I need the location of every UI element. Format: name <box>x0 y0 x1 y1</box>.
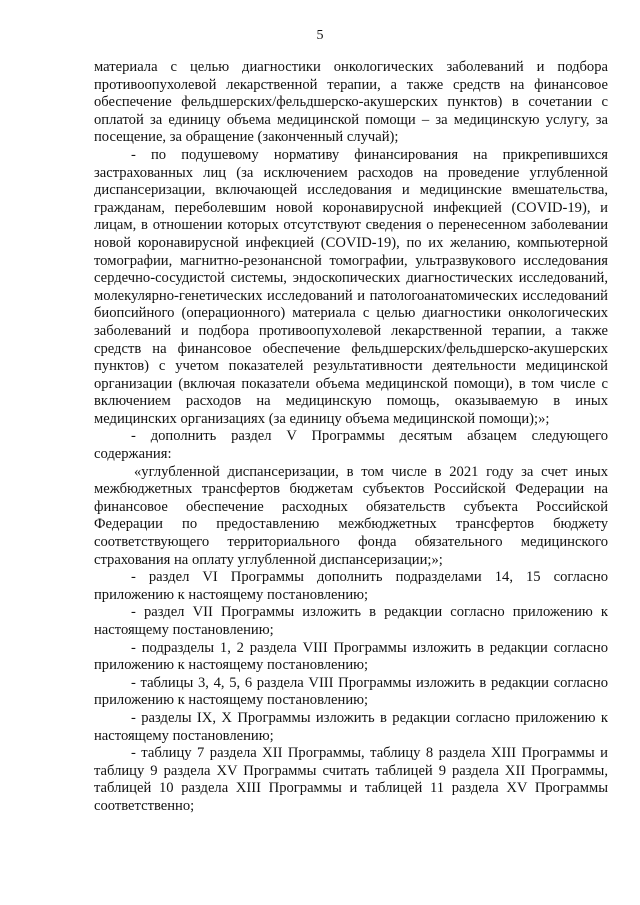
document-body <box>94 59 608 816</box>
paragraph-amend-section-v: - дополнить раздел V Программы десятым абзацем следующего содержания: <box>94 428 608 463</box>
paragraph-capitation-norm: - по подушевому нормативу финансирования на прикрепившихся застрахованных лиц (за исключением расходов на проведение углубленной диспансеризации, включающей исследования и медицинские вмешательства, гражданам, переболевшим новой коронавирусной инфекцией (COVID-19), и лицам, в отношении которых отсутствуют сведения о перенесенном заболевании новой коронавирусной инфекцией (COVID-19), по их желанию, компьютерной томографии, магнитно-резонансной томографии, ультразвукового исследования сердечно-сосудистой системы, эндоскопических диагностических исследований, молекулярно-генетических исследований и патологоанатомических исследований биопсийного (операционного) материала с целью диагностики онкологических заболеваний и подбора противоопухолевой лекарственной терапии, а также средств на финансовое обеспечение фельдшерских/фельдшерско-акушерских пунктов) с учетом показателей результативности деятельности медицинской организации (включая показатели объема медицинской помощи), в том числе с включением расходов на медицинскую помощь, оказываемую в иных медицинских организациях (за единицу объема медицинской помощи);»; <box>94 146 608 427</box>
paragraph-quoted-text: «углубленной диспансеризации, в том числе в 2021 году за счет иных межбюджетных трансфертов бюджетам субъектов Российской Федерации на финансовое обеспечение расходных обязательств субъекта Российской Федерации по предоставлению межбюджетных трансфертов бюджету соответствующего территориального фонда обязательного медицинского страхования на оплату углубленной диспансеризации;»; <box>94 463 608 568</box>
paragraph-continuation: материала с целью диагностики онкологических заболеваний и подбора противоопухолевой лекарственной терапии, а также средств на финансовое обеспечение фельдшерских/фельдшерско-акушерских пунктов) в сочетании с оплатой за единицу объема медицинской помощи – за медицинскую услугу, за посещение, за обращение (законченный случай); <box>94 59 608 146</box>
paragraph-section-viii-tables: - таблицы 3, 4, 5, 6 раздела VIII Программы изложить в редакции согласно приложению к настоящему постановлению; <box>94 674 608 709</box>
paragraph-section-viii-subsections: - подразделы 1, 2 раздела VIII Программы изложить в редакции согласно приложению к настоящему постановлению; <box>94 639 608 674</box>
page-number: 5 <box>316 28 324 43</box>
paragraph-renumber-tables: - таблицу 7 раздела XII Программы, таблицу 8 раздела XIII Программы и таблицу 9 раздела XV Программы считать таблицей 9 раздела XII Программы, таблицей 10 раздела XIII Программы и таблицей 11 раздела XV Программы соответственно; <box>94 745 608 814</box>
paragraph-sections-ix-x: - разделы IX, X Программы изложить в редакции согласно приложению к настоящему постановлению; <box>94 709 608 744</box>
paragraph-section-vii: - раздел VII Программы изложить в редакции согласно приложению к настоящему постановлению; <box>94 604 608 638</box>
paragraph-section-vi: - раздел VI Программы дополнить подразделами 14, 15 согласно приложению к настоящему постановлению; <box>94 569 608 603</box>
